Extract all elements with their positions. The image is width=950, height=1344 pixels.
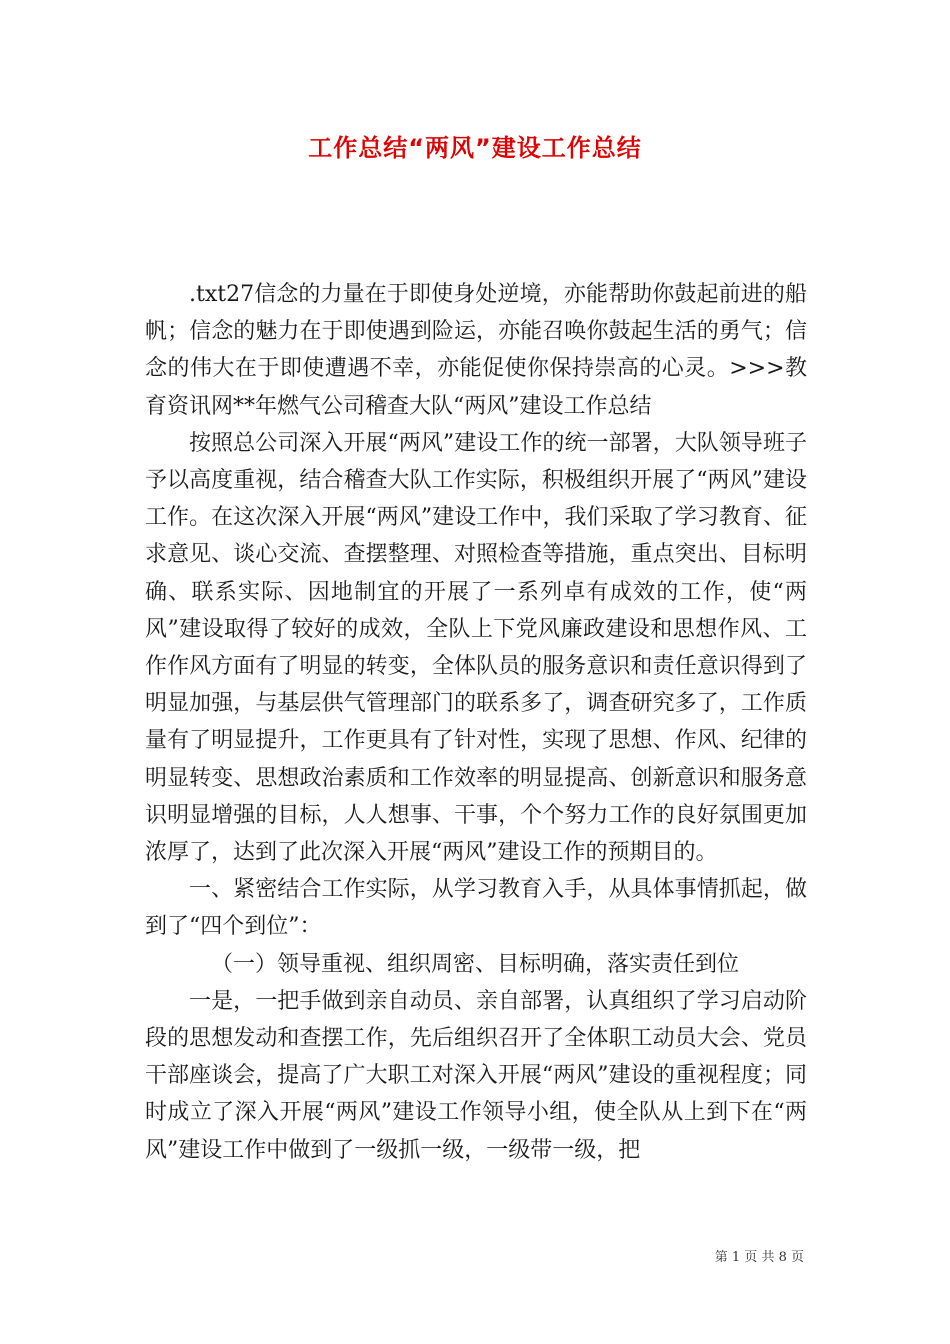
page-number: 第 1 页 共 8 页 <box>714 1250 804 1265</box>
section-heading-one: 一、紧密结合工作实际，从学习教育入手，从具体事情抓起，做到了“四个到位”： <box>145 877 807 940</box>
document-title: 工作总结“两风”建设工作总结 <box>308 134 642 162</box>
subsection-heading-one: （一）领导重视、组织周密、目标明确，落实责任到位 <box>211 951 740 977</box>
paragraph-intro: .txt27信念的力量在于即使身处逆境，亦能帮助你鼓起前进的船帆；信念的魅力在于即使遇到险运，亦能召唤你鼓起生活的勇气；信念的伟大在于即使遭遇不幸，亦能促使你保持崇高的心灵。>>>教育资讯网**年燃气公司稽查大队“两风”建设工作总结 <box>145 282 807 419</box>
paragraph-point-one: 一是，一把手做到亲自动员、亲自部署，认真组织了学习启动阶段的思想发动和查摆工作，先后组织召开了全体职工动员大会、党员干部座谈会，提高了广大职工对深入开展“两风”建设的重视程度；同时成立了深入开展“两风”建设工作领导小组，使全队从上到下在“两风”建设工作中做到了一级抓一级，一级带一级，把 <box>145 988 807 1163</box>
paragraph-summary: 按照总公司深入开展“两风”建设工作的统一部署，大队领导班子予以高度重视，结合稽查大队工作实际，积极组织开展了“两风”建设工作。在这次深入开展“两风”建设工作中，我们采取了学习教育、征求意见、谈心交流、查摆整理、对照检查等措施，重点突出、目标明确、联系实际、因地制宜的开展了一系列卓有成效的工作，使“两风”建设取得了较好的成效，全队上下党风廉政建设和思想作风、工作作风方面有了明显的转变，全体队员的服务意识和责任意识得到了明显加强，与基层供气管理部门的联系多了，调查研究多了，工作质量有了明显提升，工作更具有了针对性，实现了思想、作风、纪律的明显转变、思想政治素质和工作效率的明显提高、创新意识和服务意识明显增强的目标，人人想事、干事，个个努力工作的良好氛围更加浓厚了，达到了此次深入开展“两风”建设工作的预期目的。 <box>145 430 807 866</box>
document-body <box>145 276 807 1169</box>
